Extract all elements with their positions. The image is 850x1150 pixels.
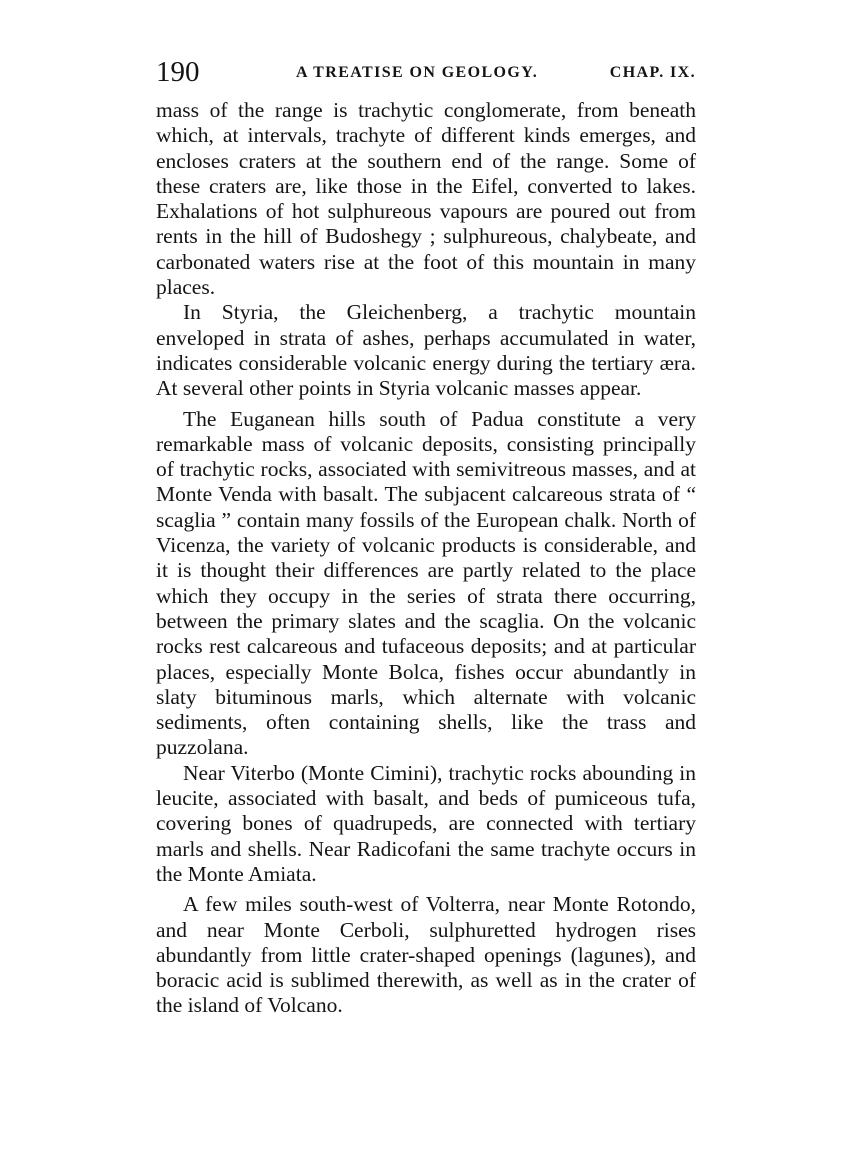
paragraph-continued: mass of the range is trachytic conglomerate, from beneath which, at intervals, trachyte of different kinds emerges, and encloses craters at the southern end of the range. Some of these craters are, like those in the Eifel, converted to lakes. Exhalations of hot sulphureous vapours are poured out from rents in the hill of Budoshegy ; sulphureous, chalybeate, and carbonated waters rise at the foot of this mountain in many places. [156, 98, 696, 300]
paragraph-styria: In Styria, the Gleichenberg, a trachytic mountain enveloped in strata of ashes, perhaps accumulated in water, indicates considerable volcanic energy during the tertiary æra. At several other points in Styria volcanic masses appear. [156, 300, 696, 401]
running-head [156, 56, 696, 88]
paragraph-euganean-hills: The Euganean hills south of Padua constitute a very remarkable mass of volcanic deposits, consisting principally of trachytic rocks, associated with semivitreous masses, and at Monte Venda with basalt. The subjacent calcareous strata of “ scaglia ” contain many fossils of the European chalk. North of Vicenza, the variety of volcanic products is considerable, and it is thought their differences are partly related to the place which they occupy in the series of strata there occurring, between the primary slates and the scaglia. On the volcanic rocks rest calcareous and tufaceous deposits; and at particular places, especially Monte Bolca, fishes occur abundantly in slaty bituminous marls, which alternate with volcanic sediments, often containing shells, like the trass and puzzolana. [156, 406, 696, 760]
page-number: 190 [156, 56, 200, 88]
chapter-label: CHAP. IX. [609, 64, 696, 81]
body-text [156, 98, 696, 1019]
paragraph-volterra: A few miles south-west of Volterra, near Monte Rotondo, and near Monte Cerboli, sulphuretted hydrogen rises abundantly from little crater-shaped openings (lagunes), and boracic acid is sublimed therewith, as well as in the crater of the island of Volcano. [156, 892, 696, 1018]
running-title: A TREATISE ON GEOLOGY. [296, 64, 539, 81]
paragraph-viterbo: Near Viterbo (Monte Cimini), trachytic rocks abounding in leucite, associated with basalt, and beds of pumiceous tufa, covering bones of quadrupeds, are connected with tertiary marls and shells. Near Radicofani the same trachyte occurs in the Monte Amiata. [156, 760, 696, 886]
